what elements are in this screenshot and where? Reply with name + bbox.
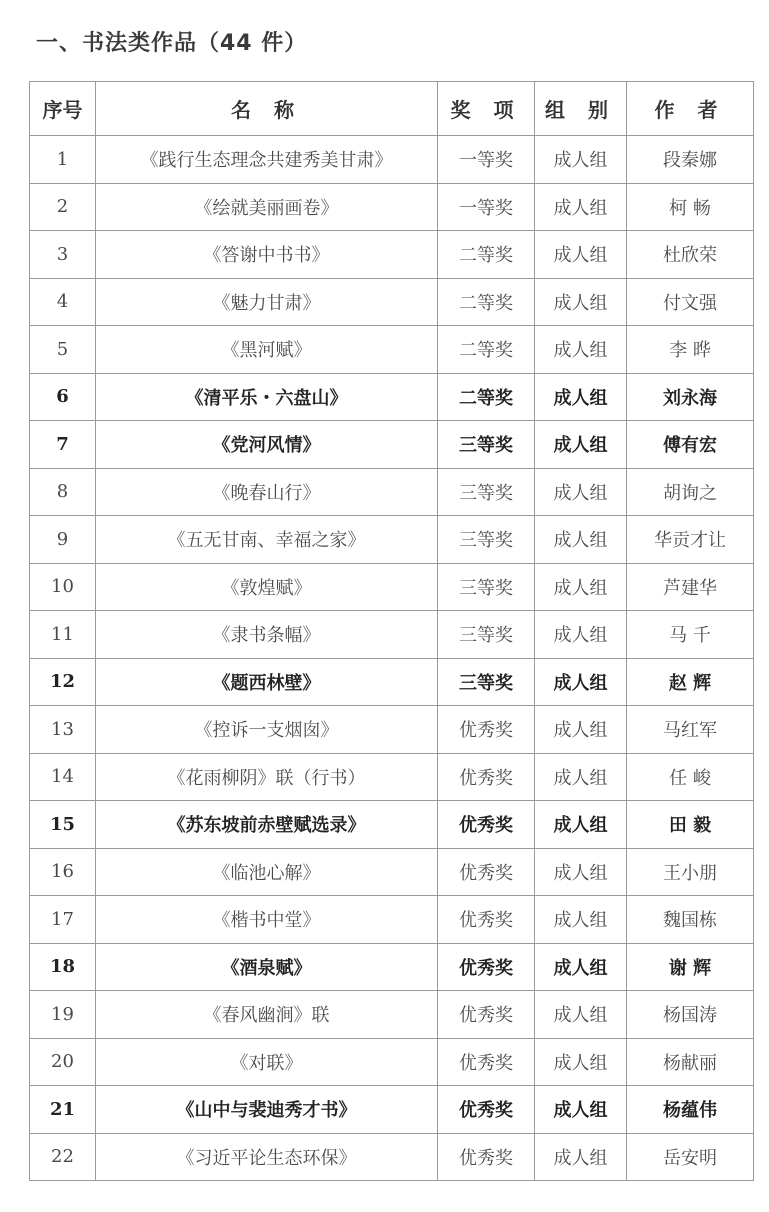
cell-title: 《黑河赋》 <box>96 326 438 374</box>
cell-title: 《临池心解》 <box>96 848 438 896</box>
cell-group: 成人组 <box>535 563 627 611</box>
cell-title: 《魅力甘肃》 <box>96 278 438 326</box>
table-row <box>30 373 754 421</box>
cell-index: 11 <box>30 611 96 659</box>
cell-index: 22 <box>30 1133 96 1181</box>
cell-title: 《绘就美丽画卷》 <box>96 183 438 231</box>
table-row <box>30 136 754 184</box>
table-header-row <box>30 82 754 136</box>
cell-index: 3 <box>30 231 96 279</box>
table-row <box>30 801 754 849</box>
cell-award: 二等奖 <box>438 326 535 374</box>
table-row <box>30 231 754 279</box>
cell-award: 三等奖 <box>438 611 535 659</box>
cell-author: 李 晔 <box>627 326 754 374</box>
cell-title: 《花雨柳阴》联（行书） <box>96 753 438 801</box>
cell-title: 《题西林壁》 <box>96 658 438 706</box>
header-index: 序号 <box>30 82 96 136</box>
cell-author: 芦建华 <box>627 563 754 611</box>
cell-award: 优秀奖 <box>438 753 535 801</box>
cell-index: 2 <box>30 183 96 231</box>
cell-index: 16 <box>30 848 96 896</box>
cell-author: 杨献丽 <box>627 1038 754 1086</box>
cell-group: 成人组 <box>535 848 627 896</box>
cell-index: 21 <box>30 1086 96 1134</box>
cell-author: 杜欣荣 <box>627 231 754 279</box>
cell-group: 成人组 <box>535 468 627 516</box>
table-row <box>30 991 754 1039</box>
cell-group: 成人组 <box>535 1086 627 1134</box>
cell-index: 8 <box>30 468 96 516</box>
cell-award: 优秀奖 <box>438 801 535 849</box>
cell-index: 6 <box>30 373 96 421</box>
cell-group: 成人组 <box>535 1133 627 1181</box>
table-row <box>30 516 754 564</box>
cell-author: 马红军 <box>627 706 754 754</box>
cell-index: 20 <box>30 1038 96 1086</box>
cell-award: 三等奖 <box>438 468 535 516</box>
cell-author: 傅有宏 <box>627 421 754 469</box>
cell-author: 赵 辉 <box>627 658 754 706</box>
table-row <box>30 848 754 896</box>
header-group: 组 别 <box>535 82 627 136</box>
cell-index: 10 <box>30 563 96 611</box>
cell-group: 成人组 <box>535 896 627 944</box>
cell-index: 14 <box>30 753 96 801</box>
table-row <box>30 563 754 611</box>
table-row <box>30 1133 754 1181</box>
cell-group: 成人组 <box>535 991 627 1039</box>
cell-author: 刘永海 <box>627 373 754 421</box>
cell-title: 《清平乐・六盘山》 <box>96 373 438 421</box>
cell-author: 杨国涛 <box>627 991 754 1039</box>
cell-author: 段秦娜 <box>627 136 754 184</box>
cell-group: 成人组 <box>535 183 627 231</box>
cell-index: 17 <box>30 896 96 944</box>
cell-award: 优秀奖 <box>438 1038 535 1086</box>
table-row <box>30 896 754 944</box>
cell-author: 华贡才让 <box>627 516 754 564</box>
cell-group: 成人组 <box>535 611 627 659</box>
cell-author: 田 毅 <box>627 801 754 849</box>
cell-title: 《酒泉赋》 <box>96 943 438 991</box>
cell-index: 9 <box>30 516 96 564</box>
table-row <box>30 753 754 801</box>
header-author: 作 者 <box>627 82 754 136</box>
header-award: 奖 项 <box>438 82 535 136</box>
cell-group: 成人组 <box>535 231 627 279</box>
cell-title: 《对联》 <box>96 1038 438 1086</box>
cell-group: 成人组 <box>535 136 627 184</box>
cell-title: 《隶书条幅》 <box>96 611 438 659</box>
cell-title: 《敦煌赋》 <box>96 563 438 611</box>
cell-award: 优秀奖 <box>438 848 535 896</box>
cell-award: 三等奖 <box>438 421 535 469</box>
table-row <box>30 278 754 326</box>
cell-award: 二等奖 <box>438 231 535 279</box>
cell-group: 成人组 <box>535 373 627 421</box>
cell-index: 18 <box>30 943 96 991</box>
cell-author: 魏国栋 <box>627 896 754 944</box>
cell-award: 二等奖 <box>438 278 535 326</box>
cell-index: 1 <box>30 136 96 184</box>
table-row <box>30 326 754 374</box>
cell-index: 5 <box>30 326 96 374</box>
cell-title: 《苏东坡前赤壁赋选录》 <box>96 801 438 849</box>
cell-index: 13 <box>30 706 96 754</box>
cell-index: 7 <box>30 421 96 469</box>
cell-index: 15 <box>30 801 96 849</box>
cell-group: 成人组 <box>535 801 627 849</box>
table-row <box>30 943 754 991</box>
cell-award: 优秀奖 <box>438 943 535 991</box>
cell-title: 《答谢中书书》 <box>96 231 438 279</box>
cell-award: 三等奖 <box>438 563 535 611</box>
awards-table <box>29 81 754 1181</box>
header-title: 名 称 <box>96 82 438 136</box>
cell-author: 王小朋 <box>627 848 754 896</box>
cell-group: 成人组 <box>535 278 627 326</box>
cell-group: 成人组 <box>535 326 627 374</box>
table-row <box>30 421 754 469</box>
cell-title: 《山中与裴迪秀才书》 <box>96 1086 438 1134</box>
table-row <box>30 611 754 659</box>
cell-author: 柯 畅 <box>627 183 754 231</box>
cell-award: 优秀奖 <box>438 706 535 754</box>
cell-group: 成人组 <box>535 516 627 564</box>
cell-title: 《党河风情》 <box>96 421 438 469</box>
cell-group: 成人组 <box>535 1038 627 1086</box>
cell-group: 成人组 <box>535 706 627 754</box>
cell-award: 一等奖 <box>438 183 535 231</box>
cell-author: 马 千 <box>627 611 754 659</box>
cell-award: 优秀奖 <box>438 1086 535 1134</box>
cell-group: 成人组 <box>535 943 627 991</box>
table-row <box>30 468 754 516</box>
cell-award: 三等奖 <box>438 516 535 564</box>
table-row <box>30 183 754 231</box>
cell-title: 《控诉一支烟囱》 <box>96 706 438 754</box>
cell-author: 杨蕴伟 <box>627 1086 754 1134</box>
cell-title: 《春风幽涧》联 <box>96 991 438 1039</box>
cell-group: 成人组 <box>535 421 627 469</box>
cell-index: 12 <box>30 658 96 706</box>
cell-award: 二等奖 <box>438 373 535 421</box>
cell-title: 《习近平论生态环保》 <box>96 1133 438 1181</box>
cell-author: 付文强 <box>627 278 754 326</box>
cell-award: 一等奖 <box>438 136 535 184</box>
table-row <box>30 706 754 754</box>
cell-group: 成人组 <box>535 658 627 706</box>
cell-award: 优秀奖 <box>438 896 535 944</box>
cell-award: 三等奖 <box>438 658 535 706</box>
cell-author: 谢 辉 <box>627 943 754 991</box>
cell-index: 19 <box>30 991 96 1039</box>
cell-award: 优秀奖 <box>438 1133 535 1181</box>
cell-title: 《晚春山行》 <box>96 468 438 516</box>
table-row <box>30 658 754 706</box>
table-body <box>30 136 754 1181</box>
cell-author: 胡询之 <box>627 468 754 516</box>
section-heading: 一、书法类作品（44 件） <box>36 31 308 56</box>
cell-group: 成人组 <box>535 753 627 801</box>
cell-award: 优秀奖 <box>438 991 535 1039</box>
cell-author: 岳安明 <box>627 1133 754 1181</box>
table-row <box>30 1038 754 1086</box>
cell-title: 《楷书中堂》 <box>96 896 438 944</box>
table-row <box>30 1086 754 1134</box>
cell-index: 4 <box>30 278 96 326</box>
cell-title: 《践行生态理念共建秀美甘肃》 <box>96 136 438 184</box>
cell-author: 任 峻 <box>627 753 754 801</box>
cell-title: 《五无甘南、幸福之家》 <box>96 516 438 564</box>
